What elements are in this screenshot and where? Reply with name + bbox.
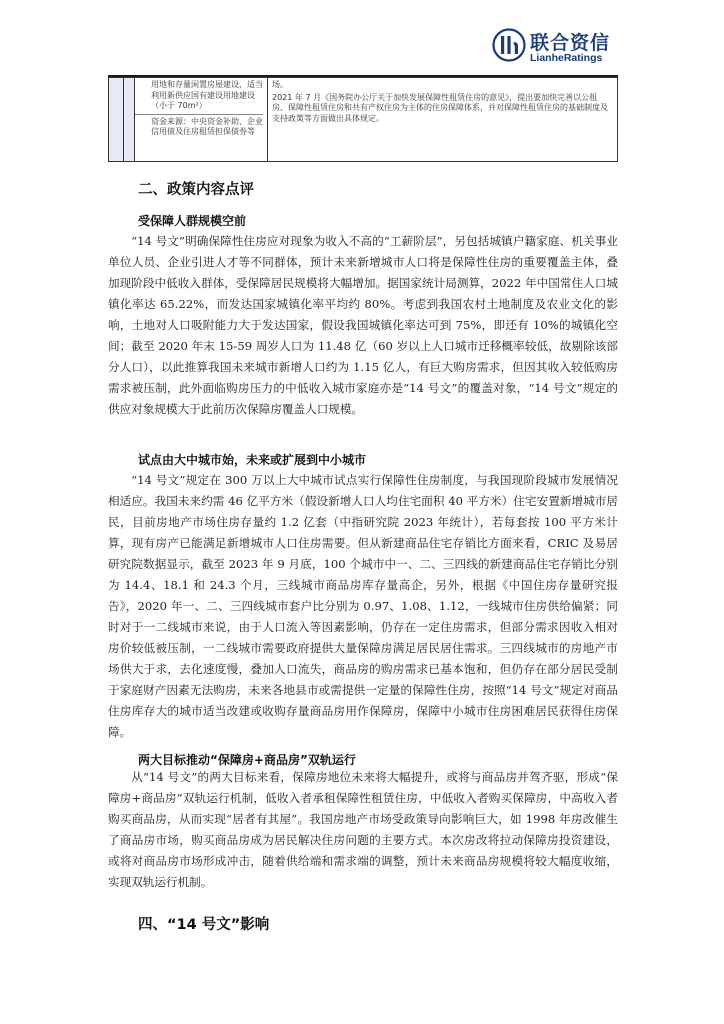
company-logo	[492, 28, 618, 64]
subsection-heading: 两大目标推动“保障房+商品房”双轨运行	[138, 753, 356, 767]
body-paragraph: “14 号文”明确保障性住房应对现象为收入不高的“工薪阶层”，另包括城镇户籍家庭、机关事业单位人员、企业引进人才等不同群体，预计未来新增城市人口将是保障性住房的重要覆盖主体，叠加现阶段中低收入群体，受保障居民规模将大幅增加。据国家统计局测算，2022 年中国常住人口城镇化率达 65.22%，而发达国家城镇化率平均约 80%。考虑到我国农村土地制度及农业文化的影响，土地对人口吸附能力大于发达国家，假设我国城镇化率达可到 75%，即还有 10%的城镇化空间；截至 2020 年末 15-59 周岁人口为 11.48 亿（60 岁以上人口城市迁移概率较低，故剔除该部分人口），以此推算我国未来城市新增人口约为 1.15 亿人，有巨大购房需求，但因其收入较低购房需求被压制，此外面临购房压力的中低收入城市家庭亦是“14 号文”的覆盖对象，“14 号文”规定的供应对象规模大于此前历次保障房覆盖人口规模。	[108, 234, 618, 416]
logo-english-name: LianheRatings	[530, 52, 603, 64]
table-cell-land-source: 用地和存量闲置房屋建设，适当利用新供应国有建设用地建设（小于 70m²）	[151, 80, 263, 111]
logo-chinese-name: 联合资信	[530, 32, 611, 54]
subsection-heading: 试点由大中城市始，未来或扩展到中小城市	[138, 453, 367, 467]
table-row	[109, 78, 618, 162]
body-paragraph: “14 号文”规定在 300 万以上大中城市试点实行保障性住房制度，与我国现阶段城市发展情况相适应。我国未来约需 46 亿平方米（假设新增人口人均住宅面积 40 平方米）住宅安置新增城市居民，目前房地产市场住房存量约 1.2 亿套（中指研究院 2023 年统计），若每套按 100 平方米计算，现有房产已能满足新增城市人口住房需要。但从新建商品住宅存销比方面来看，CRIC 及易居研究院数据显示，截至 2023 年 9 月底，100 个城市中一、二、三四线的新建商品住宅存销比分别为 14.4、18.1 和 24.3 个月，三线城市商品房库存量高企，另外，根据《中国住房存量研究报告》，2020 年一、二、三四线城市套户比分别为 0.97、1.08、1.12，一线城市住房供给偏紧；同时对于一二线城市来说，由于人口流入等因素影响，仍存在一定住房需求，但部分需求因收入相对房价较低被压制，一二线城市需要政府提供大量保障房满足居民居住需求。三四线城市的房地产市场供大于求，去化速度慢，叠加人口流失，商品房的购房需求已基本饱和，但仍存在部分居民受制于家庭财产因素无法购房，未来各地县市或需提供一定量的保障性住房，按照“14 号文”规定对商品住房库存大的城市适当改建或收购存量商品房用作保障房，保障中小城市住房困难居民获得住房保障。	[108, 473, 618, 739]
table-cell-policy-background	[268, 78, 618, 162]
body-paragraph: 从“14 号文”的两大目标来看，保障房地位未来将大幅提升，或将与商品房并驾齐驱，形成“保障房+商品房”双轨运行机制，低收入者承租保障性租赁住房，中低收入者购买保障房，中高收入者购买商品房，从而实现“居者有其屋”。我国房地产市场受政策导向影响巨大，如 1998 年房改催生了商品房市场，购买商品房成为居民解决住房问题的主要方式。本次房改将拉动保障房投资建设，或将对商品房市场形成冲击，随着供给端和需求端的调整，预计未来商品房规模将较大幅度收缩，实现双轨运行机制。	[108, 770, 618, 889]
lianhe-logo-icon	[492, 28, 526, 62]
table-cell-fund-source: 资金来源：中央资金补助、企业信用债及住房租赁担保债券等	[151, 116, 263, 137]
table-cell-paragraph: 2021 年 7 月《国务院办公厅关于加快发展保障性租赁住房的意见》，提出要加快完善以公租房、保障性租赁住房和共有产权住房为主体的住房保障体系，并对保障性租赁住房的基础制度及支持政策等方面做出具体规定。	[272, 92, 608, 123]
subsection-heading: 受保障人群规模空前	[138, 214, 247, 228]
table-cell-blank	[109, 78, 124, 162]
table-cell-line: 场。	[272, 80, 288, 89]
section-heading: 四、“14 号文”影响	[138, 917, 270, 933]
table-cell-policy-detail	[135, 78, 268, 162]
policy-comparison-table-fragment	[108, 77, 618, 162]
section-heading: 二、政策内容点评	[138, 182, 254, 198]
table-cell-blank	[124, 78, 135, 162]
cell-divider	[135, 114, 263, 115]
